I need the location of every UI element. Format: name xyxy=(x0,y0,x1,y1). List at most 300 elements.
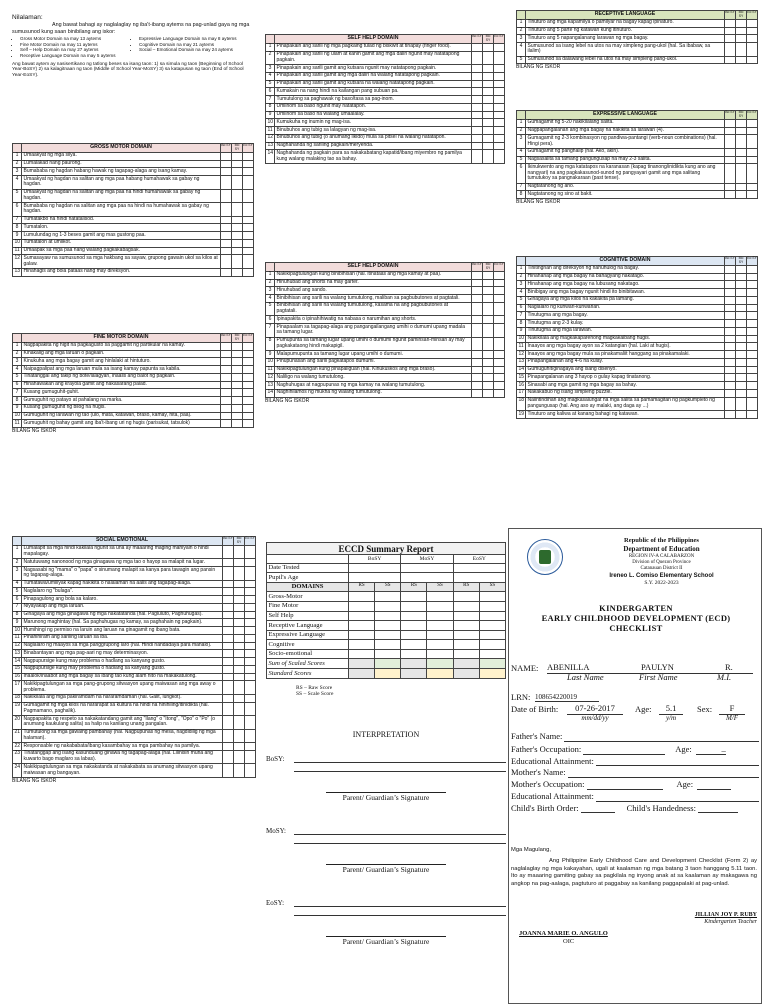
check-cell[interactable] xyxy=(747,27,758,35)
check-cell[interactable] xyxy=(232,342,243,350)
check-cell[interactable] xyxy=(494,382,505,390)
check-cell[interactable] xyxy=(472,287,483,295)
check-cell[interactable] xyxy=(736,19,747,27)
date-tested-cell[interactable] xyxy=(349,563,401,573)
check-cell[interactable] xyxy=(725,273,736,281)
father-occ-field[interactable] xyxy=(583,754,665,755)
check-cell[interactable] xyxy=(747,411,758,419)
bosy-interpretation-field[interactable] xyxy=(294,757,506,763)
check-cell[interactable] xyxy=(747,289,758,297)
check-cell[interactable] xyxy=(234,716,245,730)
check-cell[interactable] xyxy=(747,304,758,312)
check-cell[interactable] xyxy=(223,611,234,619)
check-cell[interactable] xyxy=(234,588,245,596)
check-cell[interactable] xyxy=(736,343,747,351)
score-cell[interactable] xyxy=(349,611,375,621)
check-cell[interactable] xyxy=(725,374,736,382)
check-cell[interactable] xyxy=(223,673,234,681)
check-cell[interactable] xyxy=(223,665,234,673)
check-cell[interactable] xyxy=(223,567,234,581)
check-cell[interactable] xyxy=(223,681,234,695)
check-cell[interactable] xyxy=(223,750,234,764)
check-cell[interactable] xyxy=(494,65,505,73)
check-cell[interactable] xyxy=(483,366,494,374)
score-cell[interactable] xyxy=(427,601,453,611)
check-cell[interactable] xyxy=(747,183,758,191)
check-cell[interactable] xyxy=(494,127,505,135)
check-cell[interactable] xyxy=(725,43,736,57)
score-cell[interactable] xyxy=(375,611,401,621)
check-cell[interactable] xyxy=(221,412,232,420)
check-cell[interactable] xyxy=(243,389,254,397)
check-cell[interactable] xyxy=(472,358,483,366)
check-cell[interactable] xyxy=(483,150,494,164)
check-cell[interactable] xyxy=(223,658,234,666)
score-cell[interactable] xyxy=(375,669,401,679)
check-cell[interactable] xyxy=(232,216,243,224)
check-cell[interactable] xyxy=(483,271,494,279)
check-cell[interactable] xyxy=(736,382,747,390)
check-cell[interactable] xyxy=(736,304,747,312)
father-name-field[interactable] xyxy=(564,741,759,742)
check-cell[interactable] xyxy=(494,287,505,295)
check-cell[interactable] xyxy=(725,304,736,312)
check-cell[interactable] xyxy=(472,72,483,80)
check-cell[interactable] xyxy=(223,596,234,604)
check-cell[interactable] xyxy=(483,382,494,390)
score-cell[interactable] xyxy=(427,640,453,650)
check-cell[interactable] xyxy=(232,358,243,366)
check-cell[interactable] xyxy=(234,650,245,658)
check-cell[interactable] xyxy=(245,681,256,695)
check-cell[interactable] xyxy=(221,216,232,224)
score-cell[interactable] xyxy=(401,659,427,669)
check-cell[interactable] xyxy=(725,397,736,411)
handedness-field[interactable] xyxy=(698,812,738,813)
check-cell[interactable] xyxy=(494,324,505,338)
check-cell[interactable] xyxy=(221,239,232,247)
check-cell[interactable] xyxy=(245,694,256,702)
check-cell[interactable] xyxy=(243,247,254,255)
check-cell[interactable] xyxy=(243,358,254,366)
check-cell[interactable] xyxy=(232,404,243,412)
check-cell[interactable] xyxy=(747,281,758,289)
check-cell[interactable] xyxy=(747,156,758,164)
check-cell[interactable] xyxy=(747,327,758,335)
check-cell[interactable] xyxy=(747,366,758,374)
score-cell[interactable] xyxy=(375,592,401,602)
check-cell[interactable] xyxy=(472,324,483,338)
check-cell[interactable] xyxy=(245,559,256,567)
check-cell[interactable] xyxy=(245,596,256,604)
check-cell[interactable] xyxy=(245,603,256,611)
check-cell[interactable] xyxy=(234,627,245,635)
check-cell[interactable] xyxy=(736,327,747,335)
check-cell[interactable] xyxy=(747,164,758,183)
score-cell[interactable] xyxy=(375,621,401,631)
check-cell[interactable] xyxy=(494,337,505,351)
check-cell[interactable] xyxy=(736,191,747,199)
check-cell[interactable] xyxy=(736,127,747,135)
mother-age-field[interactable] xyxy=(697,789,731,790)
check-cell[interactable] xyxy=(245,702,256,716)
check-cell[interactable] xyxy=(483,88,494,96)
score-cell[interactable] xyxy=(349,601,375,611)
check-cell[interactable] xyxy=(232,203,243,217)
check-cell[interactable] xyxy=(472,142,483,150)
check-cell[interactable] xyxy=(232,373,243,381)
check-cell[interactable] xyxy=(494,374,505,382)
score-cell[interactable] xyxy=(427,630,453,640)
check-cell[interactable] xyxy=(243,189,254,203)
score-cell[interactable] xyxy=(453,621,479,631)
check-cell[interactable] xyxy=(725,351,736,359)
check-cell[interactable] xyxy=(472,316,483,324)
check-cell[interactable] xyxy=(483,324,494,338)
score-cell[interactable] xyxy=(375,630,401,640)
check-cell[interactable] xyxy=(234,658,245,666)
check-cell[interactable] xyxy=(494,119,505,127)
check-cell[interactable] xyxy=(472,43,483,51)
check-cell[interactable] xyxy=(221,350,232,358)
check-cell[interactable] xyxy=(245,764,256,778)
check-cell[interactable] xyxy=(483,389,494,397)
check-cell[interactable] xyxy=(245,627,256,635)
score-cell[interactable] xyxy=(453,669,479,679)
check-cell[interactable] xyxy=(221,366,232,374)
score-cell[interactable] xyxy=(479,640,505,650)
check-cell[interactable] xyxy=(483,65,494,73)
score-cell[interactable] xyxy=(401,592,427,602)
check-cell[interactable] xyxy=(245,743,256,751)
check-cell[interactable] xyxy=(232,389,243,397)
score-cell[interactable] xyxy=(427,621,453,631)
check-cell[interactable] xyxy=(245,665,256,673)
score-cell[interactable] xyxy=(349,630,375,640)
check-cell[interactable] xyxy=(232,268,243,276)
check-cell[interactable] xyxy=(747,273,758,281)
score-cell[interactable] xyxy=(453,640,479,650)
check-cell[interactable] xyxy=(483,111,494,119)
check-cell[interactable] xyxy=(725,411,736,419)
lrn-value[interactable]: 108654220019 xyxy=(535,693,599,702)
check-cell[interactable] xyxy=(232,255,243,269)
score-cell[interactable] xyxy=(453,601,479,611)
score-cell[interactable] xyxy=(479,611,505,621)
check-cell[interactable] xyxy=(243,176,254,190)
check-cell[interactable] xyxy=(736,43,747,57)
check-cell[interactable] xyxy=(483,43,494,51)
check-cell[interactable] xyxy=(483,337,494,351)
check-cell[interactable] xyxy=(494,150,505,164)
check-cell[interactable] xyxy=(223,764,234,778)
check-cell[interactable] xyxy=(221,397,232,405)
score-cell[interactable] xyxy=(479,601,505,611)
check-cell[interactable] xyxy=(232,239,243,247)
score-cell[interactable] xyxy=(427,611,453,621)
father-age-field[interactable]: _ xyxy=(696,744,726,755)
check-cell[interactable] xyxy=(223,650,234,658)
check-cell[interactable] xyxy=(472,111,483,119)
check-cell[interactable] xyxy=(223,588,234,596)
score-cell[interactable] xyxy=(349,640,375,650)
check-cell[interactable] xyxy=(725,35,736,43)
check-cell[interactable] xyxy=(221,420,232,428)
check-cell[interactable] xyxy=(725,327,736,335)
check-cell[interactable] xyxy=(221,381,232,389)
check-cell[interactable] xyxy=(243,239,254,247)
check-cell[interactable] xyxy=(736,397,747,411)
check-cell[interactable] xyxy=(245,716,256,730)
score-cell[interactable] xyxy=(349,669,375,679)
check-cell[interactable] xyxy=(747,127,758,135)
check-cell[interactable] xyxy=(472,366,483,374)
check-cell[interactable] xyxy=(725,358,736,366)
check-cell[interactable] xyxy=(472,150,483,164)
check-cell[interactable] xyxy=(747,148,758,156)
check-cell[interactable] xyxy=(725,119,736,127)
check-cell[interactable] xyxy=(243,412,254,420)
check-cell[interactable] xyxy=(243,366,254,374)
check-cell[interactable] xyxy=(223,743,234,751)
check-cell[interactable] xyxy=(725,56,736,64)
check-cell[interactable] xyxy=(494,271,505,279)
check-cell[interactable] xyxy=(494,366,505,374)
score-cell[interactable] xyxy=(375,601,401,611)
check-cell[interactable] xyxy=(234,673,245,681)
score-cell[interactable] xyxy=(453,659,479,669)
check-cell[interactable] xyxy=(747,343,758,351)
check-cell[interactable] xyxy=(747,320,758,328)
check-cell[interactable] xyxy=(483,374,494,382)
check-cell[interactable] xyxy=(483,51,494,65)
check-cell[interactable] xyxy=(736,183,747,191)
check-cell[interactable] xyxy=(221,373,232,381)
check-cell[interactable] xyxy=(245,611,256,619)
check-cell[interactable] xyxy=(736,148,747,156)
check-cell[interactable] xyxy=(234,567,245,581)
check-cell[interactable] xyxy=(223,559,234,567)
check-cell[interactable] xyxy=(747,191,758,199)
check-cell[interactable] xyxy=(736,27,747,35)
check-cell[interactable] xyxy=(232,412,243,420)
dob-value[interactable]: 07-26-2017 xyxy=(567,704,623,715)
check-cell[interactable] xyxy=(747,19,758,27)
check-cell[interactable] xyxy=(234,750,245,764)
check-cell[interactable] xyxy=(725,156,736,164)
check-cell[interactable] xyxy=(483,142,494,150)
score-cell[interactable] xyxy=(479,630,505,640)
check-cell[interactable] xyxy=(747,296,758,304)
score-cell[interactable] xyxy=(453,592,479,602)
check-cell[interactable] xyxy=(483,295,494,303)
check-cell[interactable] xyxy=(736,411,747,419)
score-cell[interactable] xyxy=(375,649,401,659)
check-cell[interactable] xyxy=(221,247,232,255)
check-cell[interactable] xyxy=(725,127,736,135)
check-cell[interactable] xyxy=(234,596,245,604)
check-cell[interactable] xyxy=(243,203,254,217)
check-cell[interactable] xyxy=(483,134,494,142)
check-cell[interactable] xyxy=(736,265,747,273)
check-cell[interactable] xyxy=(234,729,245,743)
check-cell[interactable] xyxy=(747,56,758,64)
check-cell[interactable] xyxy=(747,389,758,397)
check-cell[interactable] xyxy=(725,296,736,304)
check-cell[interactable] xyxy=(725,191,736,199)
check-cell[interactable] xyxy=(243,342,254,350)
check-cell[interactable] xyxy=(725,281,736,289)
check-cell[interactable] xyxy=(472,134,483,142)
check-cell[interactable] xyxy=(223,580,234,588)
score-cell[interactable] xyxy=(401,630,427,640)
score-cell[interactable] xyxy=(401,640,427,650)
check-cell[interactable] xyxy=(725,164,736,183)
check-cell[interactable] xyxy=(494,316,505,324)
score-cell[interactable] xyxy=(401,601,427,611)
check-cell[interactable] xyxy=(243,381,254,389)
check-cell[interactable] xyxy=(245,619,256,627)
check-cell[interactable] xyxy=(234,559,245,567)
check-cell[interactable] xyxy=(221,189,232,203)
check-cell[interactable] xyxy=(483,96,494,104)
check-cell[interactable] xyxy=(747,374,758,382)
check-cell[interactable] xyxy=(223,603,234,611)
mother-occ-field[interactable] xyxy=(587,789,663,790)
date-tested-cell[interactable] xyxy=(453,563,505,573)
check-cell[interactable] xyxy=(243,404,254,412)
check-cell[interactable] xyxy=(472,279,483,287)
check-cell[interactable] xyxy=(483,358,494,366)
check-cell[interactable] xyxy=(472,119,483,127)
check-cell[interactable] xyxy=(494,279,505,287)
score-cell[interactable] xyxy=(427,659,453,669)
check-cell[interactable] xyxy=(243,420,254,428)
check-cell[interactable] xyxy=(243,224,254,232)
check-cell[interactable] xyxy=(234,634,245,642)
check-cell[interactable] xyxy=(747,43,758,57)
score-cell[interactable] xyxy=(375,640,401,650)
check-cell[interactable] xyxy=(472,65,483,73)
score-cell[interactable] xyxy=(349,649,375,659)
score-cell[interactable] xyxy=(427,592,453,602)
check-cell[interactable] xyxy=(494,80,505,88)
check-cell[interactable] xyxy=(221,358,232,366)
check-cell[interactable] xyxy=(483,72,494,80)
check-cell[interactable] xyxy=(483,316,494,324)
check-cell[interactable] xyxy=(725,19,736,27)
check-cell[interactable] xyxy=(243,152,254,160)
check-cell[interactable] xyxy=(494,295,505,303)
check-cell[interactable] xyxy=(243,168,254,176)
check-cell[interactable] xyxy=(223,702,234,716)
check-cell[interactable] xyxy=(736,312,747,320)
check-cell[interactable] xyxy=(234,545,245,559)
check-cell[interactable] xyxy=(243,268,254,276)
check-cell[interactable] xyxy=(232,168,243,176)
check-cell[interactable] xyxy=(725,343,736,351)
check-cell[interactable] xyxy=(221,232,232,240)
check-cell[interactable] xyxy=(221,224,232,232)
check-cell[interactable] xyxy=(483,127,494,135)
check-cell[interactable] xyxy=(747,119,758,127)
check-cell[interactable] xyxy=(223,729,234,743)
check-cell[interactable] xyxy=(483,302,494,316)
check-cell[interactable] xyxy=(725,135,736,149)
score-cell[interactable] xyxy=(453,611,479,621)
check-cell[interactable] xyxy=(245,658,256,666)
check-cell[interactable] xyxy=(232,224,243,232)
check-cell[interactable] xyxy=(736,56,747,64)
check-cell[interactable] xyxy=(736,119,747,127)
check-cell[interactable] xyxy=(223,619,234,627)
score-cell[interactable] xyxy=(401,621,427,631)
check-cell[interactable] xyxy=(725,389,736,397)
check-cell[interactable] xyxy=(245,580,256,588)
check-cell[interactable] xyxy=(232,366,243,374)
check-cell[interactable] xyxy=(747,351,758,359)
check-cell[interactable] xyxy=(245,567,256,581)
check-cell[interactable] xyxy=(494,111,505,119)
check-cell[interactable] xyxy=(243,373,254,381)
score-cell[interactable] xyxy=(479,649,505,659)
check-cell[interactable] xyxy=(483,119,494,127)
check-cell[interactable] xyxy=(245,545,256,559)
check-cell[interactable] xyxy=(725,320,736,328)
check-cell[interactable] xyxy=(736,273,747,281)
check-cell[interactable] xyxy=(494,43,505,51)
check-cell[interactable] xyxy=(472,271,483,279)
check-cell[interactable] xyxy=(221,268,232,276)
check-cell[interactable] xyxy=(223,627,234,635)
check-cell[interactable] xyxy=(725,265,736,273)
check-cell[interactable] xyxy=(736,366,747,374)
check-cell[interactable] xyxy=(494,134,505,142)
score-cell[interactable] xyxy=(349,592,375,602)
sex-value[interactable]: F xyxy=(719,704,745,715)
score-cell[interactable] xyxy=(479,592,505,602)
check-cell[interactable] xyxy=(232,420,243,428)
check-cell[interactable] xyxy=(221,160,232,168)
check-cell[interactable] xyxy=(234,743,245,751)
check-cell[interactable] xyxy=(747,135,758,149)
check-cell[interactable] xyxy=(736,135,747,149)
check-cell[interactable] xyxy=(221,203,232,217)
check-cell[interactable] xyxy=(494,358,505,366)
score-cell[interactable] xyxy=(427,669,453,679)
check-cell[interactable] xyxy=(232,350,243,358)
check-cell[interactable] xyxy=(232,397,243,405)
check-cell[interactable] xyxy=(232,176,243,190)
check-cell[interactable] xyxy=(736,281,747,289)
check-cell[interactable] xyxy=(245,588,256,596)
check-cell[interactable] xyxy=(747,335,758,343)
check-cell[interactable] xyxy=(472,337,483,351)
check-cell[interactable] xyxy=(472,351,483,359)
check-cell[interactable] xyxy=(223,642,234,650)
check-cell[interactable] xyxy=(243,160,254,168)
check-cell[interactable] xyxy=(472,127,483,135)
mosy-interpretation-field[interactable] xyxy=(294,829,506,835)
check-cell[interactable] xyxy=(736,156,747,164)
check-cell[interactable] xyxy=(234,694,245,702)
check-cell[interactable] xyxy=(232,152,243,160)
check-cell[interactable] xyxy=(221,168,232,176)
score-cell[interactable] xyxy=(401,611,427,621)
check-cell[interactable] xyxy=(221,389,232,397)
check-cell[interactable] xyxy=(245,673,256,681)
mother-name-field[interactable] xyxy=(568,777,759,778)
